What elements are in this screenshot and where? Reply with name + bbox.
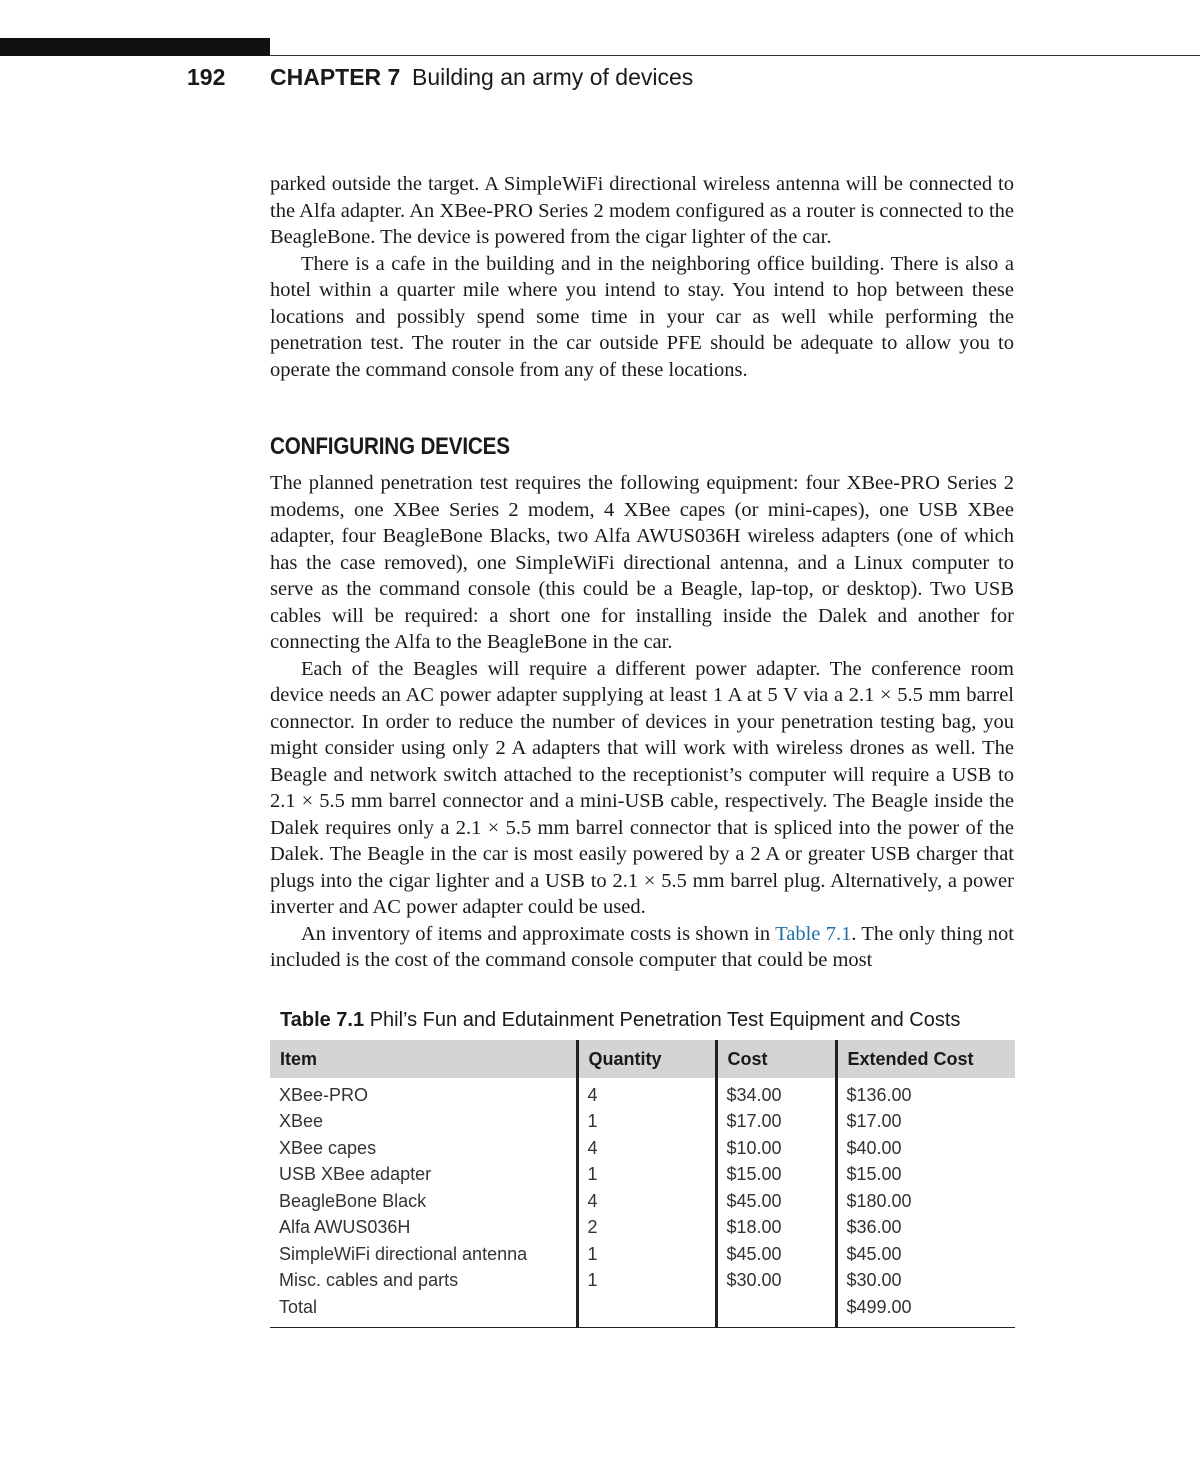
header-black-bar xyxy=(0,38,270,56)
cell-extended-cost: $136.00 xyxy=(846,1084,912,1105)
cell-cost: $18.00 xyxy=(716,1215,836,1242)
table-caption-text: Phil’s Fun and Edutainment Penetration Test Equipment and Costs xyxy=(369,1009,961,1031)
header-quantity: Quantity xyxy=(577,1040,716,1078)
table-row xyxy=(270,1162,1015,1189)
cell-cost: $15.00 xyxy=(716,1162,836,1189)
cell-extended-cost: $180.00 xyxy=(846,1190,912,1211)
table-7-1-link[interactable]: Table 7.1 xyxy=(775,922,852,945)
cell-cost: $17.00 xyxy=(716,1109,836,1136)
cell-quantity: 1 xyxy=(577,1109,716,1136)
cell-quantity: 1 xyxy=(577,1241,716,1268)
paragraph-3-tail: . The only thing not included is the cost of the command console computer that could be most xyxy=(270,922,1015,971)
cell-total-quantity xyxy=(577,1294,716,1327)
cell-item: XBee-PRO xyxy=(270,1082,577,1109)
table-header-row xyxy=(270,1040,1015,1078)
cell-total-extended-cost: $499.00 xyxy=(846,1296,912,1317)
cell-item: XBee xyxy=(270,1109,577,1136)
table-row xyxy=(270,1215,1015,1242)
table-caption xyxy=(280,1009,960,1032)
cell-extended-cost: $45.00 xyxy=(846,1243,902,1264)
section-paragraph-1: The planned penetration test requires the following equipment: four XBee-PRO Series 2 modems, one XBee Series 2 modem, 4 XBee capes (or mini-capes), one USB XBee adapter, four BeagleBone Blacks, two Alfa AWUS036H wireless adapters (one of which has the case removed), one SimpleWiFi directional antenna, and a Linux computer to serve as the command console (this could be a Beagle, lap-top, or desktop). Two USB cables will be required: a short one for installing inside the Dalek and another for connecting the Alfa to the BeagleBone in the car. xyxy=(270,472,1014,653)
cell-cost: $34.00 xyxy=(716,1082,836,1109)
cell-cost: $30.00 xyxy=(716,1268,836,1295)
cell-quantity: 4 xyxy=(577,1135,716,1162)
cell-total-cost xyxy=(716,1294,836,1327)
section-paragraph-2: Each of the Beagles will require a different power adapter. The conference room device needs an AC power adapter supplying at least 1 A at 5 V via a 2.1 × 5.5 mm barrel connector. In order to reduce the number of devices in your penetration testing bag, you might consider using only 2 A adapters that will work with wireless drones as well. The Beagle and network switch attached to the receptionist’s computer will require a USB to 2.1 × 5.5 mm barrel connector and a mini-USB cable, respectively. The Beagle inside the Dalek requires only a 2.1 × 5.5 mm barrel connector that is spliced into the power of the Dalek. The Beagle in the car is most easily powered by a 2 A or greater USB charger that plugs into the cigar lighter and a USB to 2.1 × 5.5 mm barrel plug. Alternatively, a power inverter and AC power adapter could be used. xyxy=(270,657,1014,918)
intro-text xyxy=(270,171,1014,383)
header-extended-cost: Extended Cost xyxy=(836,1040,1015,1078)
section-paragraph-3 xyxy=(270,921,1014,974)
intro-paragraph-2: There is a cafe in the building and in the neighboring office building. There is also a hotel within a quarter mile where you intend to stay. You intend to hop between these locations and possibly spend some time in your car as well while performing the penetration test. The router in the car outside PFE should be adequate to allow you to operate the command console from any of these locations. xyxy=(270,252,1014,381)
table-row xyxy=(270,1188,1015,1215)
cell-cost: $45.00 xyxy=(716,1241,836,1268)
cell-extended-cost: $15.00 xyxy=(846,1164,902,1185)
section-text xyxy=(270,470,1014,974)
cell-item: USB XBee adapter xyxy=(270,1162,577,1189)
header-cost: Cost xyxy=(716,1040,836,1078)
cell-quantity: 1 xyxy=(577,1162,716,1189)
cell-item: Alfa AWUS036H xyxy=(270,1215,577,1242)
cell-item: Misc. cables and parts xyxy=(270,1268,577,1295)
cell-item: SimpleWiFi directional antenna xyxy=(270,1241,577,1268)
cell-extended-cost: $17.00 xyxy=(846,1111,902,1132)
table-row xyxy=(270,1241,1015,1268)
cell-quantity: 4 xyxy=(577,1082,716,1109)
table-row xyxy=(270,1135,1015,1162)
intro-paragraph-1: parked outside the target. A SimpleWiFi directional wireless antenna will be connected to the Alfa adapter. An XBee-PRO Series 2 modem configured as a router is connected to the BeagleBone. The device is powered from the cigar lighter of the car. xyxy=(270,173,1014,248)
cell-cost: $45.00 xyxy=(716,1188,836,1215)
cell-cost: $10.00 xyxy=(716,1135,836,1162)
paragraph-3-lead: An inventory of items and approximate costs is shown in xyxy=(301,922,776,945)
table-row xyxy=(270,1082,1015,1109)
section-heading: CONFIGURING DEVICES xyxy=(270,433,510,460)
cell-quantity: 4 xyxy=(577,1188,716,1215)
cell-quantity: 1 xyxy=(577,1268,716,1295)
cell-extended-cost: $36.00 xyxy=(846,1217,902,1238)
equipment-cost-table xyxy=(270,1040,1015,1328)
header-item: Item xyxy=(270,1040,577,1078)
cell-item: BeagleBone Black xyxy=(270,1188,577,1215)
table-row xyxy=(270,1109,1015,1136)
table-total-row xyxy=(270,1294,1015,1327)
cell-total-label: Total xyxy=(270,1294,577,1327)
cell-extended-cost: $30.00 xyxy=(846,1270,902,1291)
cell-item: XBee capes xyxy=(270,1135,577,1162)
chapter-label: CHAPTER 7 xyxy=(270,64,401,90)
header-rule xyxy=(270,55,1200,56)
cell-quantity: 2 xyxy=(577,1215,716,1242)
chapter-title: Building an army of devices xyxy=(412,64,694,90)
page-number: 192 xyxy=(187,64,226,90)
cell-extended-cost: $40.00 xyxy=(846,1137,902,1158)
table-row xyxy=(270,1268,1015,1295)
table-caption-label: Table 7.1 xyxy=(280,1009,365,1031)
